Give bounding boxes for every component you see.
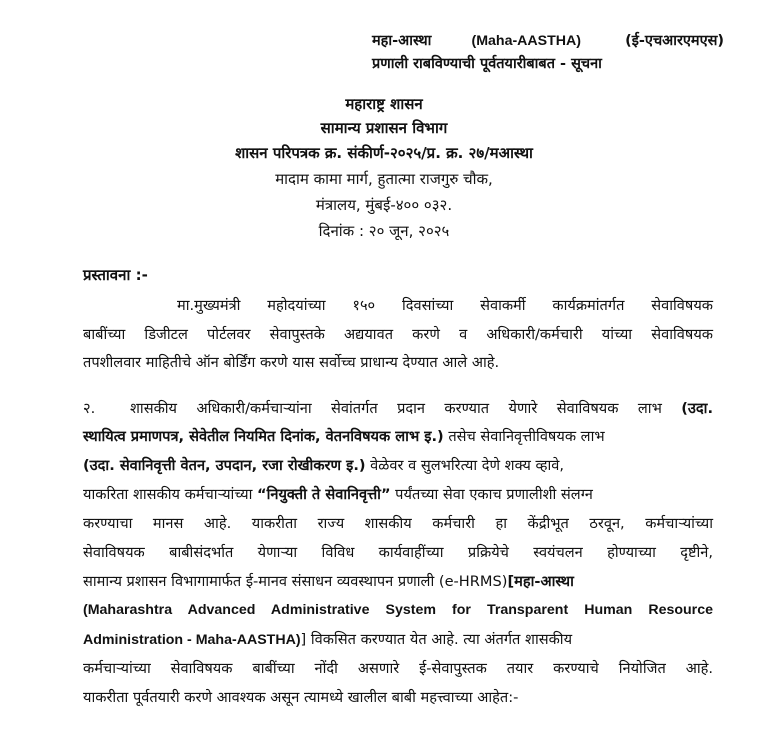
para2-line-4: याकरिता शासकीय कर्मचाऱ्यांच्या “नियुक्ती ते सेवानिवृत्ती” पर्यंतच्या सेवा एकाच प्रणालीशी संलग्न [83,486,593,503]
para2-line-8: (Maharashtra Advanced Administrative System for Transparent Human Resource [83,602,713,618]
title-maha-aastha-english: (Maha-AASTHA) [471,33,582,49]
para2-line-11: याकरीता पूर्वतयारी करणे आवश्यक असून त्यामध्ये खालील बाबी महत्त्वाच्या आहेत:- [83,689,519,706]
preamble-line-1: मा.मुख्यमंत्री महोदयांच्या १५० दिवसांच्या सेवाकर्मी कार्यक्रमांतर्गत सेवाविषयक [177,297,713,314]
address-line-2: मंत्रालय, मुंबई-४०० ०३२. [315,196,453,214]
para2-line-2: स्थायित्व प्रमाणपत्र, सेवेतील नियमित दिनांक, वेतनविषयक लाभ इ.) तसेच सेवानिवृत्तीविषयक लाभ [83,428,605,445]
para2-line-6: सेवाविषयक बाबीसंदर्भात येणाऱ्या विविध कार्यवाहींच्या प्रक्रियेचे स्वयंचलन होण्याच्या दृष्टीने, [83,544,713,561]
title-line-2: प्रणाली राबविण्याची पूर्वतयारीबाबत - सूचना [372,56,602,72]
preamble-line-3: तपशीलवार माहितीचे ऑन बोर्डिंग करणे यास सर्वोच्च प्राधान्य देण्यात आले आहे. [83,354,500,371]
circular-number: शासन परिपत्रक क्र. संकीर्ण-२०२५/प्र. क्र. २७/मआस्था [235,144,533,162]
title-maha-aastha-marathi: महा-आस्था [372,33,432,49]
address-line-1: मादाम कामा मार्ग, हुतात्मा राजगुरु चौक, [275,170,493,188]
para2-line-7: सामान्य प्रशासन विभागामार्फत ई-मानव संसाधन व्यवस्थापन प्रणाली (e-HRMS)[महा-आस्था [83,573,574,590]
para2-line-1: शासकीय अधिकारी/कर्मचाऱ्यांना सेवांतर्गत प्रदान करण्यात येणारे सेवाविषयक लाभ (उदा. [130,400,714,417]
title-e-hrms: (ई-एचआरएमएस) [625,33,725,49]
para2-line-3: (उदा. सेवानिवृत्ती वेतन, उपदान, रजा रोखीकरण इ.) वेळेवर व सुलभरित्या देणे शक्य व्हावे, [83,457,565,474]
para2-line-10: कर्मचाऱ्यांच्या सेवाविषयक बाबींच्या नोंदी असणारे ई-सेवापुस्तक तयार करण्याचे नियोजित आहे. [83,660,713,677]
circular-date: दिनांक : २० जून, २०२५ [318,222,450,240]
para2-number: २. [83,400,96,417]
para2-line-9: Administration - Maha-AASTHA)] विकसित करण्यात येत आहे. त्या अंतर्गत शासकीय [83,631,573,648]
para2-line-5: करण्याचा मानस आहे. याकरीता राज्य शासकीय कर्मचारी हा केंद्रीभूत ठरवून, कर्मचाऱ्यांच्या [83,515,713,532]
preamble-line-2: बाबींच्या डिजीटल पोर्टलवर सेवापुस्तके अद्ययावत करणे व अधिकारी/कर्मचारी यांच्या सेवाविषयक [83,326,713,343]
department-name: सामान्य प्रशासन विभाग [320,119,448,137]
preamble-heading: प्रस्तावना :- [83,266,148,284]
government-name: महाराष्ट्र शासन [345,95,423,113]
title-line-1 [372,31,724,51]
